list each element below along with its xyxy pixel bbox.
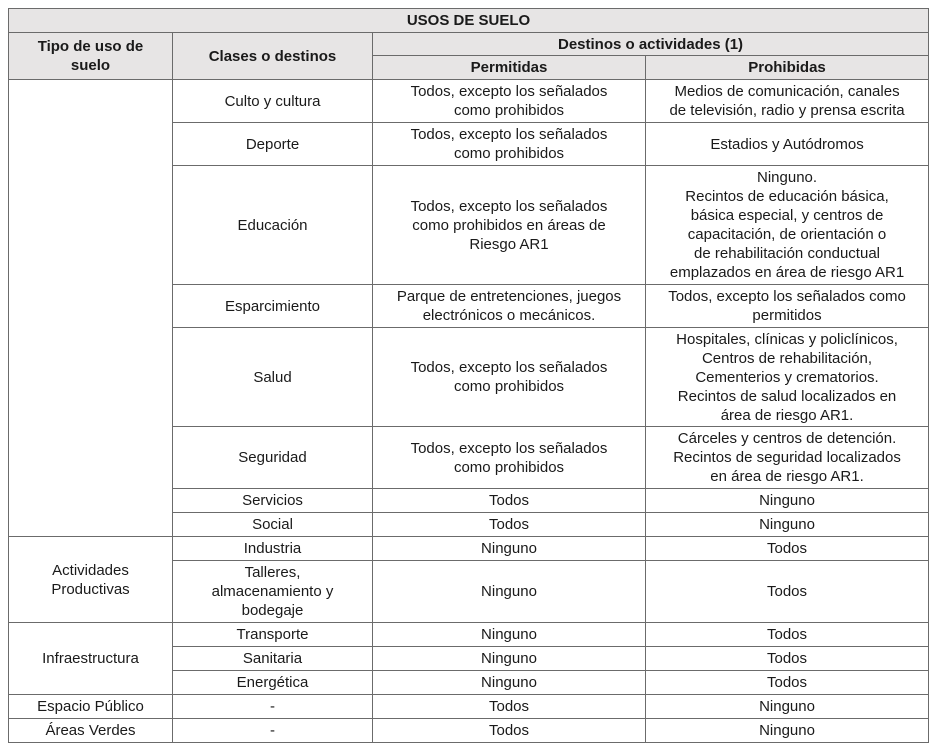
prohibidas-cell: Estadios y Autódromos — [646, 123, 929, 166]
header-destinos: Destinos o actividades (1) — [373, 33, 929, 56]
permitidas-cell: Todos — [373, 695, 646, 719]
table-row — [9, 719, 929, 743]
clase-cell: Seguridad — [173, 427, 373, 489]
tipo-cell: Espacio Público — [9, 695, 173, 719]
tipo-cell: Áreas Verdes — [9, 719, 173, 743]
clase-cell: Educación — [173, 166, 373, 285]
permitidas-cell: Todos, excepto los señalados como prohibidos — [373, 328, 646, 427]
header-prohibidas: Prohibidas — [646, 56, 929, 80]
prohibidas-cell: Ninguno — [646, 719, 929, 743]
table-body — [9, 80, 929, 743]
permitidas-cell: Todos, excepto los señalados como prohibidos — [373, 80, 646, 123]
permitidas-cell: Todos — [373, 489, 646, 513]
prohibidas-cell: Ninguno — [646, 489, 929, 513]
prohibidas-cell: Medios de comunicación, canales de televisión, radio y prensa escrita — [646, 80, 929, 123]
clase-cell: - — [173, 695, 373, 719]
permitidas-cell: Ninguno — [373, 647, 646, 671]
prohibidas-cell: Cárceles y centros de detención. Recintos de seguridad localizados en área de riesgo AR1. — [646, 427, 929, 489]
permitidas-cell: Todos, excepto los señalados como prohibidos en áreas de Riesgo AR1 — [373, 166, 646, 285]
table-title: USOS DE SUELO — [9, 9, 929, 33]
clase-cell: Energética — [173, 671, 373, 695]
prohibidas-cell: Todos — [646, 561, 929, 623]
table-row — [9, 537, 929, 561]
usos-de-suelo-table — [8, 8, 929, 743]
prohibidas-cell: Todos — [646, 623, 929, 647]
prohibidas-cell: Hospitales, clínicas y policlínicos, Centros de rehabilitación, Cementerios y crematorios. Recintos de salud localizados en área de riesgo AR1. — [646, 328, 929, 427]
clase-cell: Transporte — [173, 623, 373, 647]
clase-cell: Esparcimiento — [173, 285, 373, 328]
clase-cell: Servicios — [173, 489, 373, 513]
prohibidas-cell: Todos, excepto los señalados como permitidos — [646, 285, 929, 328]
prohibidas-cell: Todos — [646, 647, 929, 671]
prohibidas-cell: Ninguno. Recintos de educación básica, básica especial, y centros de capacitación, de orientación o de rehabilitación conductual emplazados en área de riesgo AR1 — [646, 166, 929, 285]
tipo-cell: Infraestructura — [9, 623, 173, 695]
table-row — [9, 623, 929, 647]
header-permitidas: Permitidas — [373, 56, 646, 80]
header-tipo: Tipo de uso de suelo — [9, 33, 173, 80]
clase-cell: Salud — [173, 328, 373, 427]
permitidas-cell: Ninguno — [373, 623, 646, 647]
permitidas-cell: Ninguno — [373, 561, 646, 623]
clase-cell: Deporte — [173, 123, 373, 166]
permitidas-cell: Parque de entretenciones, juegos electrónicos o mecánicos. — [373, 285, 646, 328]
permitidas-cell: Todos, excepto los señalados como prohibidos — [373, 123, 646, 166]
prohibidas-cell: Todos — [646, 671, 929, 695]
prohibidas-cell: Ninguno — [646, 513, 929, 537]
prohibidas-cell: Ninguno — [646, 695, 929, 719]
clase-cell: Sanitaria — [173, 647, 373, 671]
clase-cell: Industria — [173, 537, 373, 561]
permitidas-cell: Ninguno — [373, 537, 646, 561]
clase-cell: Culto y cultura — [173, 80, 373, 123]
tipo-cell: Actividades Productivas — [9, 537, 173, 623]
tipo-cell — [9, 80, 173, 537]
permitidas-cell: Todos — [373, 719, 646, 743]
table-row — [9, 80, 929, 123]
header-clases: Clases o destinos — [173, 33, 373, 80]
permitidas-cell: Todos — [373, 513, 646, 537]
table-row — [9, 695, 929, 719]
clase-cell: Talleres, almacenamiento y bodegaje — [173, 561, 373, 623]
clase-cell: - — [173, 719, 373, 743]
prohibidas-cell: Todos — [646, 537, 929, 561]
permitidas-cell: Ninguno — [373, 671, 646, 695]
clase-cell: Social — [173, 513, 373, 537]
permitidas-cell: Todos, excepto los señalados como prohibidos — [373, 427, 646, 489]
